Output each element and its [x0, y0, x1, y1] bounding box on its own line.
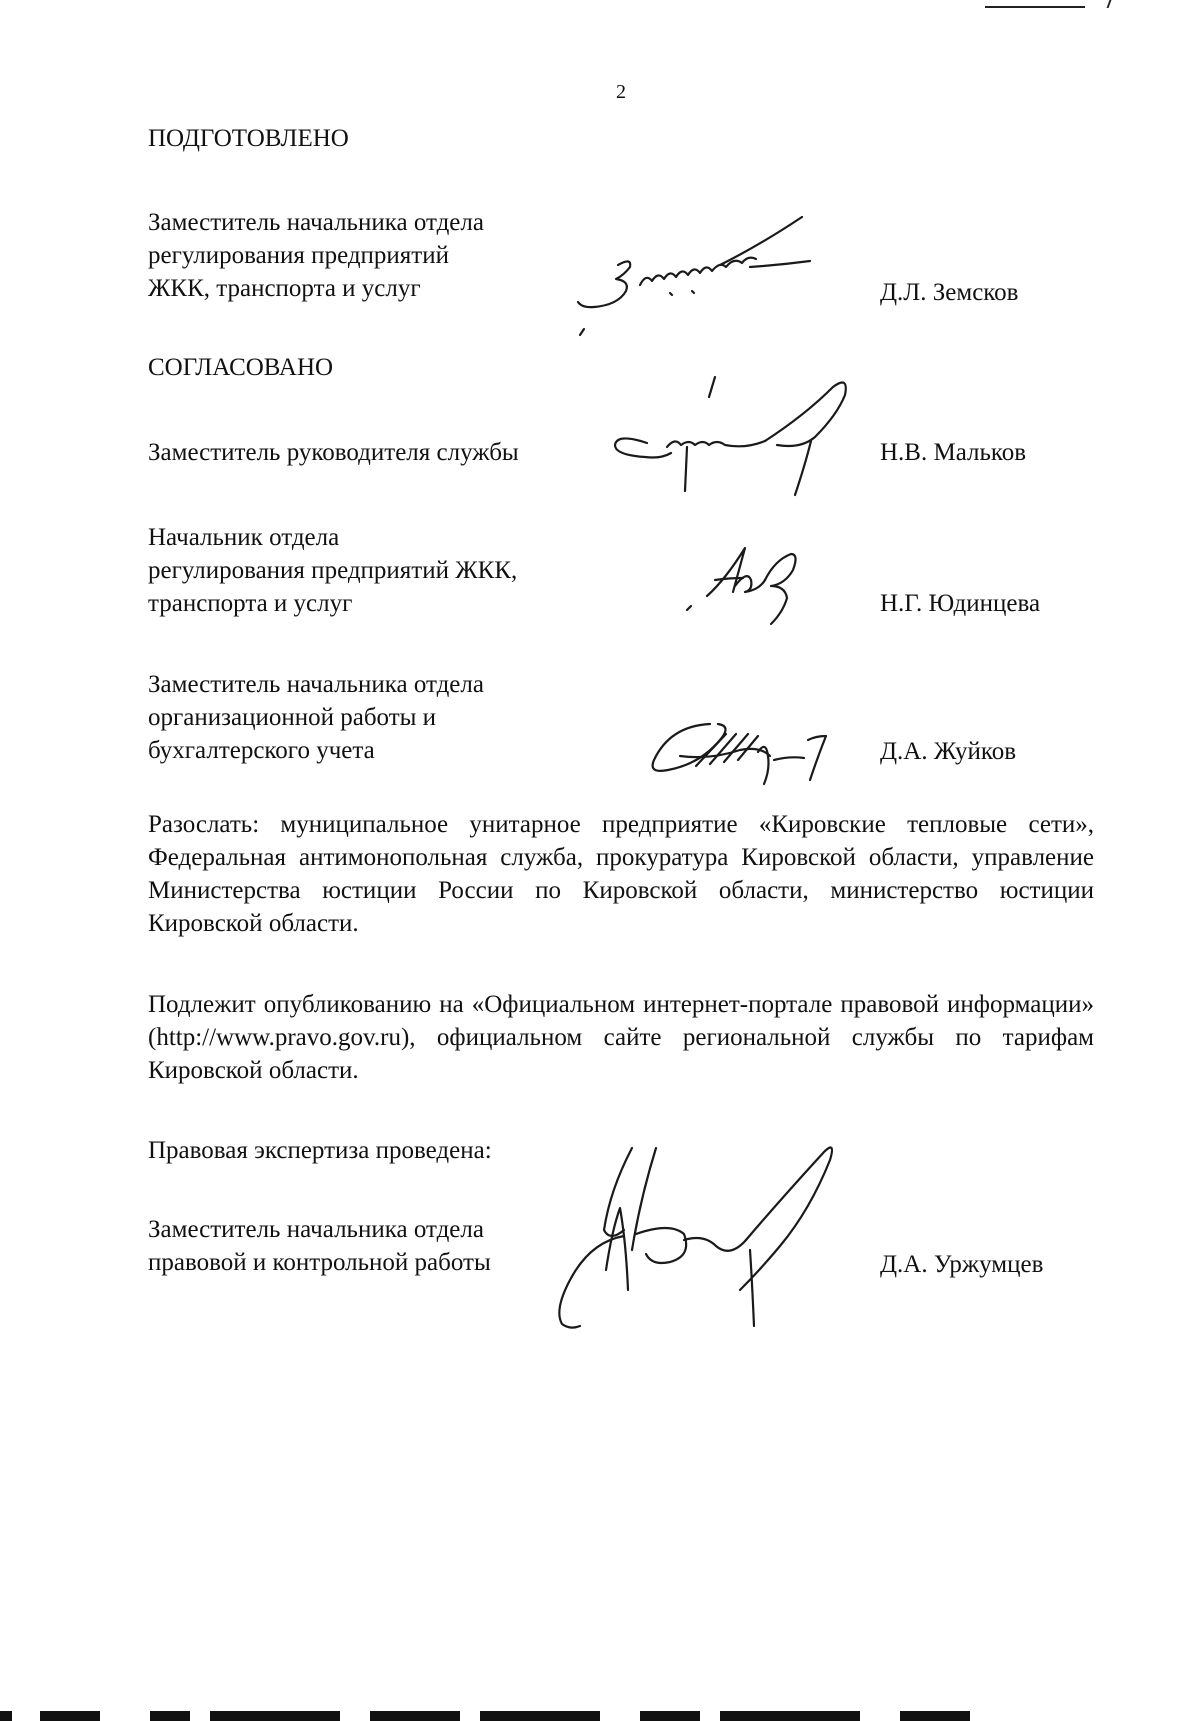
publication-paragraph — [148, 988, 1094, 1087]
signature-urzhumtsev — [540, 1130, 880, 1330]
signature-yudintseva — [675, 540, 825, 630]
position-line: регулирования предприятий ЖКК, — [148, 557, 518, 584]
prepared-heading: ПОДГОТОВЛЕНО — [148, 125, 349, 152]
signatory-name: Н.В. Мальков — [880, 439, 1027, 466]
distribution-text: Разослать: муниципальное унитарное предприятие «Кировские тепловые сети», Федеральная антимонопольная служба, прокуратура Кировской области, управление Министерства юстиции России по Кировской области, министерство юстиции Кировской области. — [148, 811, 1094, 937]
position-line: бухгалтерского учета — [148, 737, 375, 764]
position-line: ЖКК, транспорта и услуг — [148, 275, 421, 302]
position-line: правовой и контрольной работы — [148, 1249, 491, 1276]
page-number: 2 — [616, 81, 626, 103]
scan-edge-mark — [985, 6, 1085, 8]
signatory-name: Д.Л. Земсков — [880, 279, 1019, 306]
signatory-name: Н.Г. Юдинцева — [880, 590, 1041, 617]
legal-review-label: Правовая экспертиза проведена: — [148, 1137, 492, 1164]
signature-malkov — [605, 375, 905, 515]
scan-bottom-edge — [0, 1704, 1200, 1721]
signature-zemskov — [570, 205, 860, 345]
position-line: Начальник отдела — [148, 524, 340, 551]
position-line: Заместитель руководителя службы — [148, 439, 519, 466]
signature-zhuikov — [640, 700, 860, 800]
publication-text: Подлежит опубликованию на «Официальном интернет-портале правовой информации» (http://www.pravo.gov.ru), официальном сайте региональной службы по тарифам Кировской области. — [148, 991, 1094, 1084]
position-line: транспорта и услуг — [148, 590, 353, 617]
distribution-paragraph — [148, 808, 1094, 940]
position-line: регулирования предприятий — [148, 242, 449, 269]
position-line: Заместитель начальника отдела — [148, 671, 484, 698]
signatory-name: Д.А. Жуйков — [880, 738, 1017, 765]
position-line: Заместитель начальника отдела — [148, 209, 484, 236]
scan-edge-tick — [1107, 0, 1112, 8]
signatory-name: Д.А. Уржумцев — [880, 1251, 1044, 1278]
position-line: организационной работы и — [148, 704, 437, 731]
position-line: Заместитель начальника отдела — [148, 1216, 484, 1243]
agreed-heading: СОГЛАСОВАНО — [148, 354, 334, 381]
